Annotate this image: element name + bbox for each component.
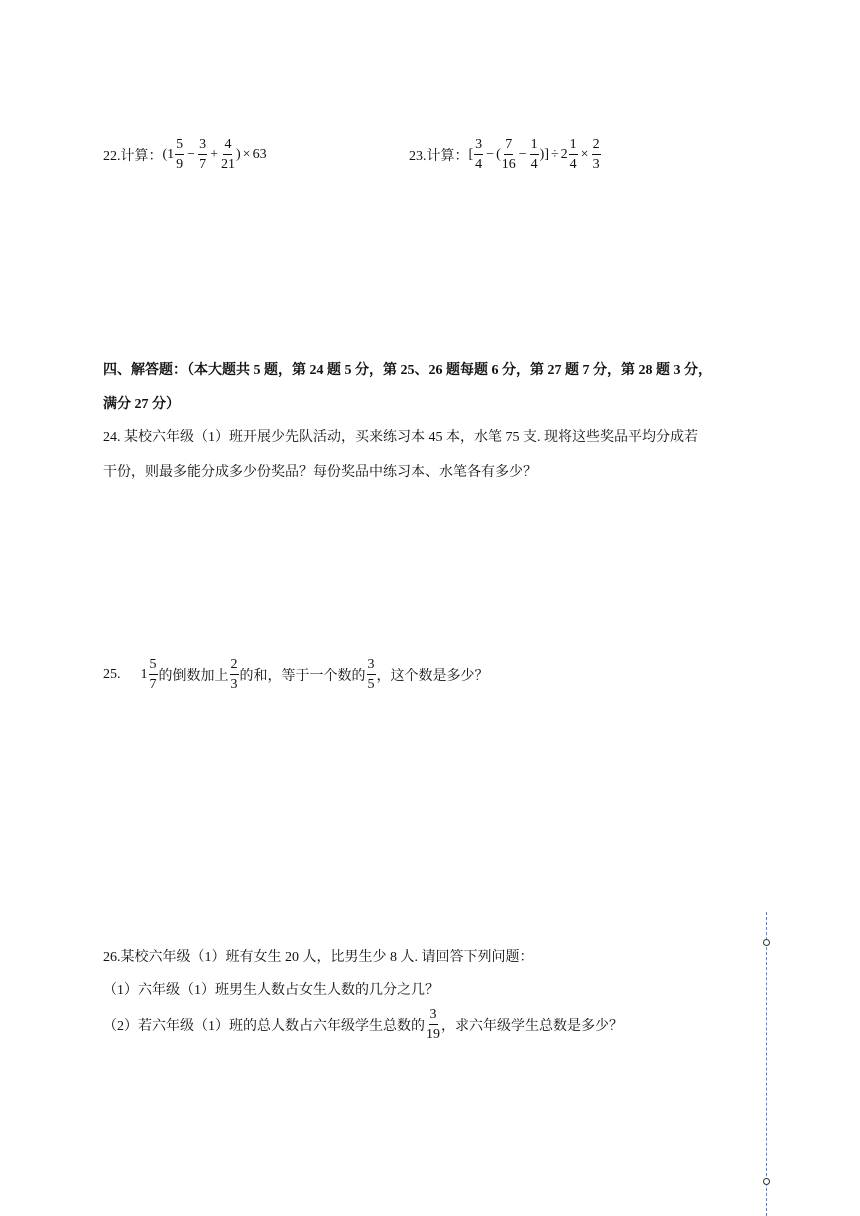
question-25 xyxy=(103,658,489,692)
q23-f4-den: 4 xyxy=(569,157,577,172)
question-26-sub-2 xyxy=(103,1008,623,1042)
question-22 xyxy=(103,138,267,172)
q23-f5-den: 3 xyxy=(592,157,600,172)
q23-divide: ÷ xyxy=(550,147,559,162)
q23-f1-num: 3 xyxy=(474,138,483,155)
q22-label: 22.计算： xyxy=(103,149,163,164)
q23-left-bracket: [ xyxy=(468,147,474,162)
q22-fraction-1 xyxy=(175,138,184,172)
q22-mixed-number xyxy=(167,138,185,172)
q25-f2-num: 2 xyxy=(230,658,239,675)
q23-fraction-5 xyxy=(592,138,601,172)
q23-f4-num: 1 xyxy=(569,138,578,155)
q23-label: 23.计算： xyxy=(409,149,469,164)
q22-whole: 1 xyxy=(167,147,175,162)
q23-f3-den: 4 xyxy=(530,157,538,172)
q22-op1: − xyxy=(187,147,196,162)
q26-frac-den: 19 xyxy=(426,1027,440,1042)
q22-times: × xyxy=(242,147,251,162)
q25-fraction-3 xyxy=(367,658,376,692)
q22-tail: 63 xyxy=(252,147,267,162)
q22-fraction-2 xyxy=(198,138,207,172)
q25-text-2: 的和，等于一个数的 xyxy=(239,669,366,684)
q23-fraction-2 xyxy=(502,138,516,172)
q23-right-brackets: )] xyxy=(539,147,549,162)
q25-mixed-number xyxy=(141,658,159,692)
q22-op2: + xyxy=(210,147,218,162)
q25-f1-num: 5 xyxy=(149,658,158,675)
q23-f1-den: 4 xyxy=(475,157,483,172)
q25-f3-num: 3 xyxy=(367,658,376,675)
q23-times: × xyxy=(580,147,589,162)
q23-whole: 2 xyxy=(560,147,568,162)
q22-open-paren: ( xyxy=(162,147,168,162)
q25-fraction-1 xyxy=(149,658,158,692)
binding-ring-icon xyxy=(763,939,770,946)
binding-margin-line xyxy=(766,912,767,1216)
question-24-line-1: 24. 某校六年级（1）班开展少先队活动，买来练习本 45 本，水笔 75 支. 现将这些奖品平均分成若 xyxy=(103,430,698,445)
q23-op2: − xyxy=(518,147,527,162)
q22-f3-den: 21 xyxy=(220,157,235,172)
q23-f3-num: 1 xyxy=(530,138,539,155)
section-4-heading-line-1: 四、解答题：（本大题共 5 题，第 24 题 5 分，第 25、26 题每题 6 分，第 27 题 7 分，第 28 题 3 分， xyxy=(103,363,712,378)
q23-fraction-3 xyxy=(530,138,539,172)
q22-f3-num: 4 xyxy=(223,138,232,155)
q25-text-3: ，这个数是多少？ xyxy=(376,669,489,684)
question-26-sub-1: （1）六年级（1）班男生人数占女生人数的几分之几？ xyxy=(103,983,439,998)
q23-left-paren: ( xyxy=(496,147,501,162)
q22-f2-den: 7 xyxy=(199,157,207,172)
q25-f1-den: 7 xyxy=(149,677,157,692)
q25-f3-den: 5 xyxy=(367,677,375,692)
q25-text-1: 的倒数加上 xyxy=(158,669,229,684)
q25-whole: 1 xyxy=(140,667,148,682)
question-24-line-2: 干份，则最多能分成多少份奖品？每份奖品中练习本、水笔各有多少？ xyxy=(103,465,537,480)
q26-sub2-pre: （2）若六年级（1）班的总人数占六年级学生总数的 xyxy=(103,1019,425,1034)
q22-fraction-3 xyxy=(221,138,235,172)
q22-f2-num: 3 xyxy=(198,138,207,155)
q25-f2-den: 3 xyxy=(230,677,238,692)
section-4-heading-line-2: 满分 27 分） xyxy=(103,397,180,412)
q23-op1: − xyxy=(486,147,495,162)
q23-f2-num: 7 xyxy=(504,138,513,155)
q23-fraction-1 xyxy=(474,138,483,172)
q26-sub2-post: ，求六年级学生总数是多少？ xyxy=(441,1019,623,1034)
q26-fraction xyxy=(426,1008,440,1042)
question-26-line-1: 26.某校六年级（1）班有女生 20 人，比男生少 8 人. 请回答下列问题： xyxy=(103,950,534,965)
q23-fraction-4 xyxy=(569,138,578,172)
question-23 xyxy=(409,138,602,172)
q26-frac-num: 3 xyxy=(429,1008,438,1025)
q23-mixed-number xyxy=(561,138,579,172)
binding-ring-icon xyxy=(763,1178,770,1185)
q23-f5-num: 2 xyxy=(592,138,601,155)
q22-f1-den: 9 xyxy=(176,157,184,172)
q22-close-paren: ) xyxy=(235,147,241,162)
q25-label: 25. xyxy=(103,667,121,682)
q25-fraction-2 xyxy=(230,658,239,692)
q22-f1-num: 5 xyxy=(175,138,184,155)
q23-f2-den: 16 xyxy=(501,157,516,172)
